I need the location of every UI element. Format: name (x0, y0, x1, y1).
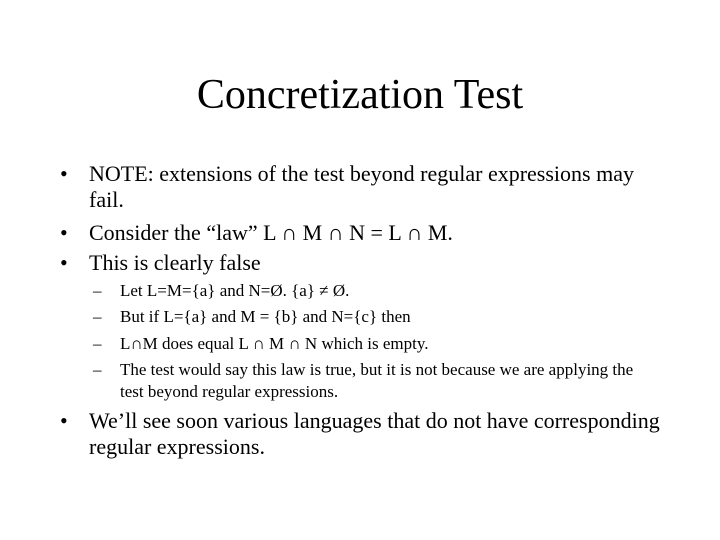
sub-bullet-text: But if L={a} and M = {b} and N={c} then (120, 307, 411, 326)
dash-marker: – (93, 307, 102, 326)
sub-bullet-text: L∩M does equal L ∩ M ∩ N which is empty. (120, 334, 429, 353)
bullet-text: Consider the “law” L ∩ M ∩ N = L ∩ M. (89, 220, 453, 245)
bullet-marker: • (60, 408, 68, 433)
sub-bullet-text: Let L=M={a} and N=Ø. {a} ≠ Ø. (120, 281, 350, 300)
sub-bullet-text: The test would say this law is true, but it is not because we are applying the test beyond regular expressions. (120, 360, 634, 401)
dash-marker: – (93, 334, 102, 353)
bullet-text: This is clearly false (89, 250, 261, 275)
sub-bullet-item (93, 306, 653, 328)
bullet-marker: • (60, 220, 68, 245)
bullet-text: NOTE: extensions of the test beyond regular expressions may fail. (89, 161, 634, 212)
bullet-marker: • (60, 161, 68, 186)
bullet-item (60, 161, 660, 213)
bullet-item (60, 408, 660, 460)
slide-title: Concretization Test (196, 72, 524, 118)
sub-bullet-item (93, 359, 653, 403)
bullet-item (60, 220, 660, 246)
sub-bullet-item (93, 280, 653, 302)
sub-bullet-item (93, 333, 653, 355)
dash-marker: – (93, 281, 102, 300)
dash-marker: – (93, 360, 102, 379)
bullet-item (60, 250, 660, 276)
bullet-marker: • (60, 250, 68, 275)
bullet-text: We’ll see soon various languages that do not have corresponding regular expressions. (89, 408, 660, 459)
